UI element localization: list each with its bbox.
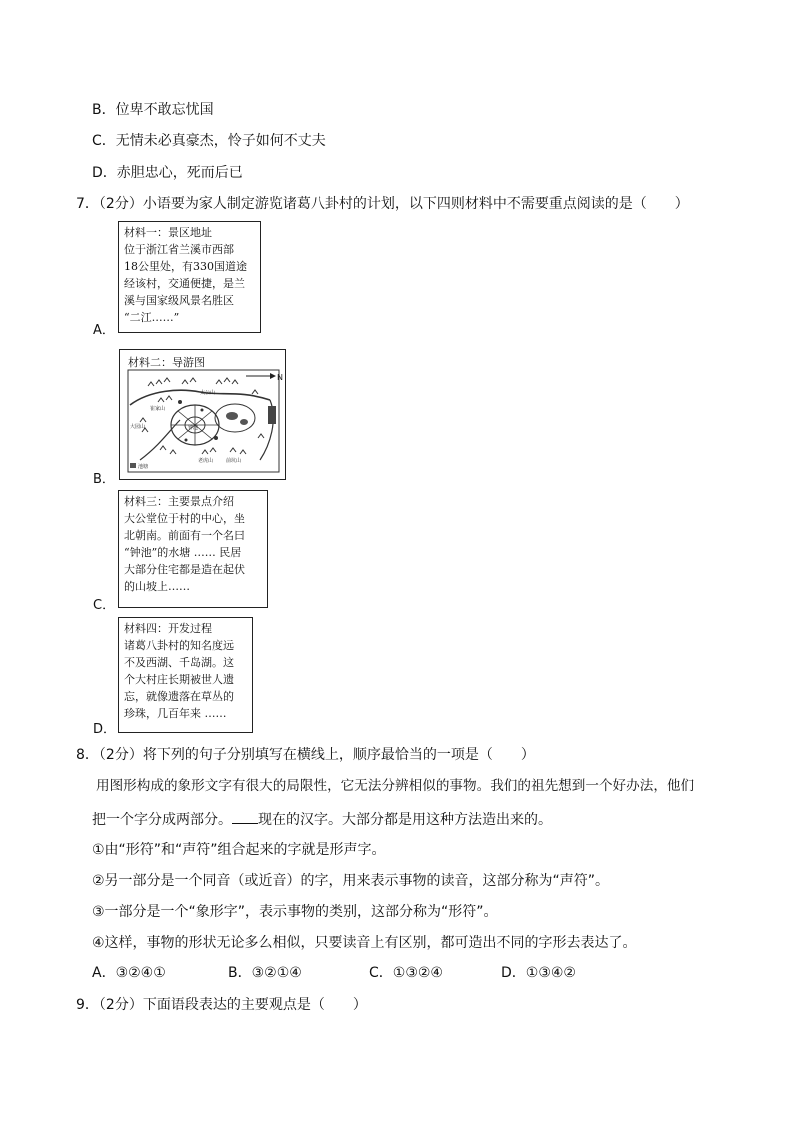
q8-option-b: B．③②①④ (228, 965, 302, 981)
material-d-line: 忘，就像遗落在草丛的 (124, 690, 234, 703)
option-d: D．赤胆忠心，死而后已 (92, 165, 243, 181)
material-a-box (118, 221, 261, 333)
material-c-box (118, 490, 268, 608)
material-c-line: 材料三：主要景点介绍 (124, 495, 234, 508)
material-a-line: 18公里处，有330国道途 (124, 260, 247, 273)
map-label-laohu: 老虎山 (198, 458, 214, 464)
material-d-line: 诸葛八卦村的知名度远 (124, 639, 234, 652)
material-c-line: “钟池”的水塘 …… 民居 (124, 546, 242, 559)
material-b-map (119, 349, 286, 480)
material-c-line: 北朝南。前面有一个名曰 (124, 529, 245, 542)
option-a-letter: A． (93, 323, 115, 338)
option-c-letter: C． (93, 598, 116, 613)
material-a-line: 材料一：景区地址 (124, 226, 212, 239)
q8-option-c: C．①③②④ (369, 965, 443, 981)
material-d-line: 珍珠，几百年来 …… (124, 707, 227, 720)
material-a-line: 位于浙江省兰溪市西部 (124, 243, 234, 256)
map-legend-pond: 池塘 (138, 464, 149, 470)
q8-sentence-1: ①由“形符”和“声符”组合起来的字就是形声字。 (92, 842, 386, 858)
question-7-stem: 7．（2分）小语要为家人制定游览诸葛八卦村的计划，以下四则材料中不需要重点阅读的是（ ） (76, 196, 689, 212)
q8-paragraph-line1: 用图形构成的象形文字有很大的局限性，它无法分辨相似的事物。我们的祖先想到一个好办法，他们 (96, 778, 695, 794)
q8-sentence-3: ③一部分是一个“象形字”，表示事物的类别，这部分称为“形符”。 (92, 904, 498, 920)
q8-options-row (92, 966, 712, 984)
material-d-line: 不及西湖、千岛湖。这 (124, 656, 234, 669)
material-d-line: 个大村庄长期被世人遗 (124, 673, 234, 686)
material-a-line: 溪与国家级风景名胜区 (124, 294, 234, 307)
fill-blank (232, 811, 258, 824)
material-d-box (118, 617, 253, 733)
map-label-zhongchi: 钟池 (188, 425, 199, 431)
q8-sentence-4: ④这样，事物的形状无论多么相似，只要读音上有区别，都可造出不同的字形去表达了。 (92, 935, 637, 951)
material-d-line: 材料四：开发过程 (124, 622, 212, 635)
map-label-qiankeng: 前坑山 (226, 458, 242, 464)
material-a-line: “二江……” (124, 311, 180, 324)
material-a-line: 经该村，交通便捷，是兰 (124, 277, 245, 290)
question-8-stem: 8．（2分）将下列的句子分别填写在横线上，顺序最恰当的一项是（ ） (76, 747, 535, 763)
option-b: B．位卑不敢忘忧国 (92, 102, 214, 118)
q8-option-d: D．①③④② (501, 965, 576, 981)
option-d-letter: D． (93, 722, 117, 737)
material-c-line: 大公堂位于村的中心，坐 (124, 512, 245, 525)
map-label-dayuan: 大园山 (130, 424, 146, 430)
north-label: N (277, 373, 283, 382)
map-title: 材料二：导游图 (128, 356, 205, 369)
q8-option-a: A．③②④① (92, 965, 166, 981)
q8-sentence-2: ②另一部分是一个同音（或近音）的字，用来表示事物的读音，这部分称为“声符”。 (92, 873, 610, 889)
material-c-line: 大部分住宅都是造在起伏 (124, 563, 245, 576)
material-c-line: 的山坡上…… (124, 580, 190, 593)
q8-paragraph-part-b: 现在的汉字。大部分都是用这种方法造出来的。 (258, 812, 552, 828)
map-label-taigong: 太公山 (200, 390, 216, 396)
q8-paragraph-part-a: 把一个字分成两部分。 (92, 812, 232, 828)
q8-paragraph-line2 (92, 811, 552, 827)
map-label-cuijia: 崔家山 (150, 406, 166, 412)
question-9-stem: 9．（2分）下面语段表达的主要观点是（ ） (76, 997, 367, 1013)
option-c: C．无情未必真豪杰，怜子如何不丈夫 (92, 133, 326, 149)
map-drawing (120, 350, 285, 479)
option-b-letter: B． (93, 472, 115, 487)
